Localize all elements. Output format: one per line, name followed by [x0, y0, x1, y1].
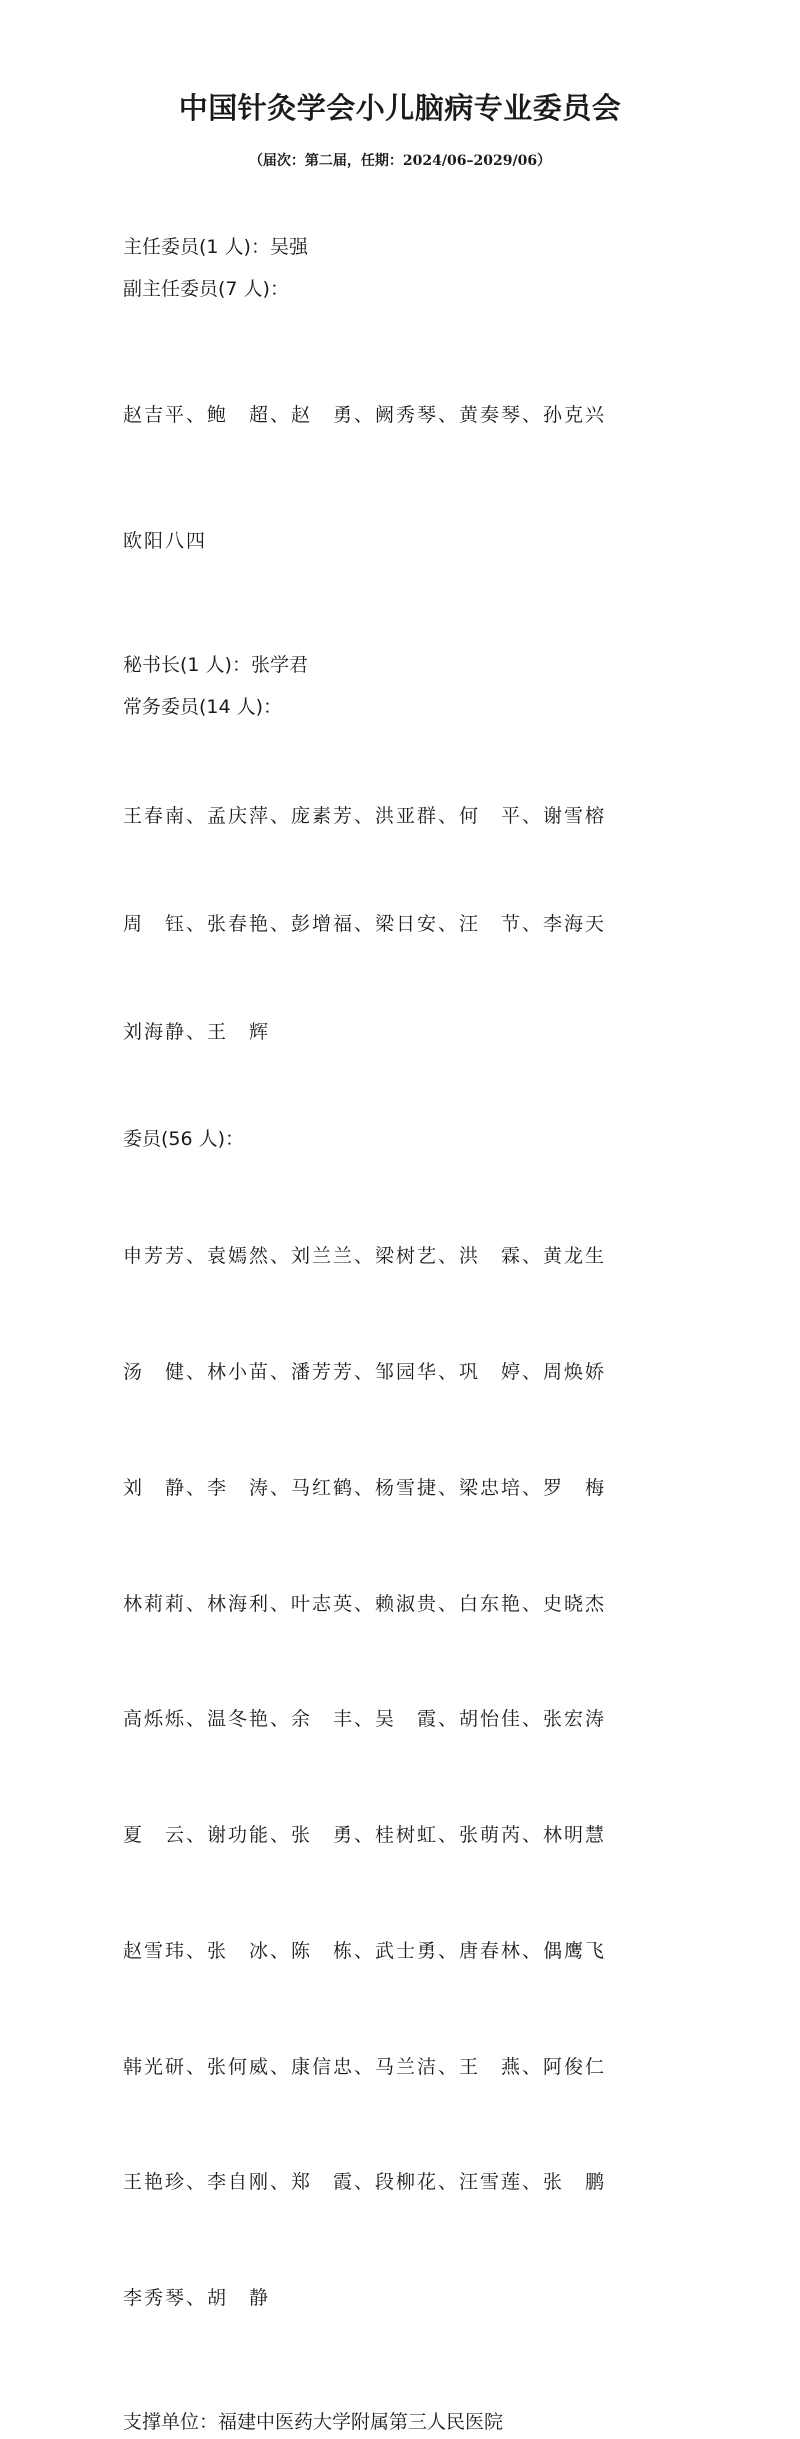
- name-line: 李秀琴、胡 静: [123, 2287, 271, 2310]
- vice-directors-list: [123, 310, 743, 646]
- name-line: 欧阳八四: [123, 530, 208, 552]
- support-unit-section: [123, 2405, 743, 2439]
- name-line: 刘海静、王 辉: [123, 1021, 271, 1043]
- name-line: 申芳芳、袁嫣然、刘兰兰、梁树艺、洪 霖、黄龙生: [123, 1245, 607, 1268]
- secretary-name: 张学君: [250, 654, 308, 676]
- members-list: [123, 1160, 743, 2395]
- committee-roster: [123, 230, 743, 2439]
- name-line: 林莉莉、林海利、叶志英、赖淑贵、白东艳、史晓杰: [123, 1592, 607, 1615]
- name-line: 韩光研、张何威、康信忠、马兰洁、王 燕、阿俊仁: [123, 2055, 607, 2078]
- standing-members-label: 常务委员(14 人)：: [123, 696, 283, 718]
- members-label: 委员(56 人)：: [123, 1128, 245, 1150]
- standing-members-list: [123, 726, 743, 1122]
- director-name: 吴强: [269, 236, 308, 258]
- name-line: 刘 静、李 涛、马红鹤、杨雪捷、梁忠培、罗 梅: [123, 1476, 607, 1499]
- vice-directors-label: 副主任委员(7 人)：: [123, 278, 289, 300]
- term-subtitle: （届次：第二届，任期：2024/06–2029/06）: [248, 153, 552, 169]
- support-unit-name: 福建中医药大学附属第三人民医院: [218, 2411, 504, 2433]
- name-line: 王春南、孟庆萍、庞素芳、洪亚群、何 平、谢雪榕: [123, 805, 607, 827]
- name-line: 赵吉平、鲍 超、赵 勇、阙秀琴、黄奏琴、孙克兴: [123, 404, 607, 426]
- name-line: 高烁烁、温冬艳、余 丰、吴 霞、胡怡佳、张宏涛: [123, 1708, 607, 1731]
- director-section: [123, 230, 743, 264]
- name-line: 汤 健、林小苗、潘芳芳、邹园华、巩 婷、周焕娇: [123, 1360, 607, 1383]
- secretary-label: 秘书长(1 人)：: [123, 654, 251, 676]
- name-line: 赵雪玮、张 冰、陈 栋、武士勇、唐春林、偶鹰飞: [123, 1939, 607, 1962]
- name-line: 王艳珍、李自刚、郑 霞、段柳花、汪雪莲、张 鹏: [123, 2171, 607, 2194]
- name-line: 周 钰、张春艳、彭增福、梁日安、汪 节、李海天: [123, 913, 607, 935]
- support-unit-label: 支撑单位：: [123, 2411, 219, 2433]
- director-label: 主任委员(1 人)：: [123, 236, 270, 258]
- secretary-section: [123, 648, 743, 682]
- name-line: 夏 云、谢功能、张 勇、桂树虹、张萌芮、林明慧: [123, 1824, 607, 1847]
- page-title: 中国针灸学会小儿脑病专业委员会: [178, 91, 622, 125]
